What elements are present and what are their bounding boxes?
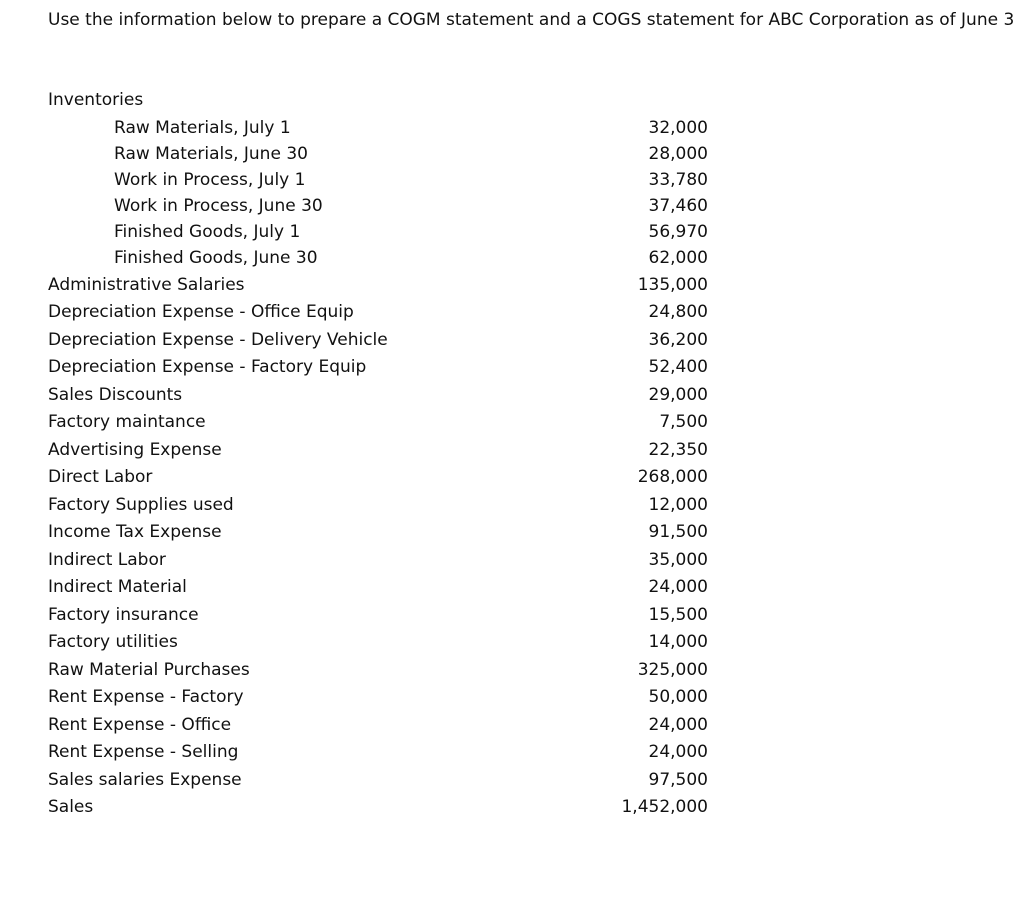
item-label: Work in Process, June 30 [114,196,323,216]
item-label: Factory Supplies used [48,494,234,515]
list-item [48,519,708,547]
item-label: Factory insurance [48,604,199,625]
item-value: 35,000 [648,549,708,570]
item-value: 24,000 [648,714,708,735]
item-label: Rent Expense - Office [48,714,232,735]
instruction-text: Use the information below to prepare a COGM statement and a COGS statement for ABC Corporation as of June 3 [48,10,1015,30]
item-value: 325,000 [637,659,708,680]
item-value: 22,350 [648,439,708,460]
list-item [48,409,708,437]
item-label: Depreciation Expense - Delivery Vehicle [48,329,388,350]
list-item [48,271,708,299]
list-item [48,381,708,409]
item-value: 52,400 [648,357,708,378]
inventories-heading: Inventories [48,90,144,110]
item-value: 33,780 [648,170,708,190]
list-item [48,436,708,464]
list-item [114,167,708,193]
item-value: 15,500 [648,604,708,625]
item-label: Administrative Salaries [48,274,245,295]
list-item [48,684,708,712]
list-item [48,354,708,382]
item-label: Depreciation Expense - Office Equip [48,302,354,323]
item-label: Advertising Expense [48,439,222,460]
item-value: 135,000 [637,274,708,295]
item-value: 37,460 [648,196,708,216]
item-value: 91,500 [648,522,708,543]
item-label: Raw Materials, July 1 [114,118,291,138]
list-item [48,739,708,767]
list-item [48,601,708,629]
item-value: 28,000 [648,144,708,164]
item-value: 62,000 [648,248,708,268]
list-item [48,326,708,354]
item-label: Work in Process, July 1 [114,170,306,190]
item-value: 32,000 [648,118,708,138]
item-label: Finished Goods, June 30 [114,248,318,268]
list-item [48,794,708,822]
list-item [48,766,708,794]
list-item [48,546,708,574]
item-value: 268,000 [637,467,708,488]
list-item [48,656,708,684]
list-item [48,464,708,492]
item-label: Sales [48,797,94,818]
item-label: Raw Materials, June 30 [114,144,308,164]
item-value: 24,000 [648,577,708,598]
list-item [48,491,708,519]
accounts-list [48,271,708,821]
list-item [48,629,708,657]
item-label: Income Tax Expense [48,522,222,543]
list-item [48,299,708,327]
item-label: Indirect Material [48,577,187,598]
list-item [114,219,708,245]
item-label: Raw Material Purchases [48,659,250,680]
list-item [114,115,708,141]
list-item [48,574,708,602]
item-label: Indirect Labor [48,549,166,570]
item-label: Rent Expense - Factory [48,687,244,708]
item-value: 24,800 [648,302,708,323]
item-label: Finished Goods, July 1 [114,222,301,242]
inventories-list [114,115,708,271]
item-label: Depreciation Expense - Factory Equip [48,357,367,378]
item-value: 29,000 [648,384,708,405]
item-label: Factory utilities [48,632,178,653]
item-value: 14,000 [648,632,708,653]
item-label: Factory maintance [48,412,206,433]
list-item [114,193,708,219]
item-value: 97,500 [648,769,708,790]
item-value: 36,200 [648,329,708,350]
item-label: Direct Labor [48,467,153,488]
item-label: Sales salaries Expense [48,769,242,790]
item-label: Rent Expense - Selling [48,742,239,763]
list-item [114,141,708,167]
item-value: 12,000 [648,494,708,515]
item-label: Sales Discounts [48,384,183,405]
list-item [114,245,708,271]
item-value: 24,000 [648,742,708,763]
item-value: 1,452,000 [621,797,708,818]
item-value: 7,500 [659,412,708,433]
item-value: 56,970 [648,222,708,242]
list-item [48,711,708,739]
item-value: 50,000 [648,687,708,708]
